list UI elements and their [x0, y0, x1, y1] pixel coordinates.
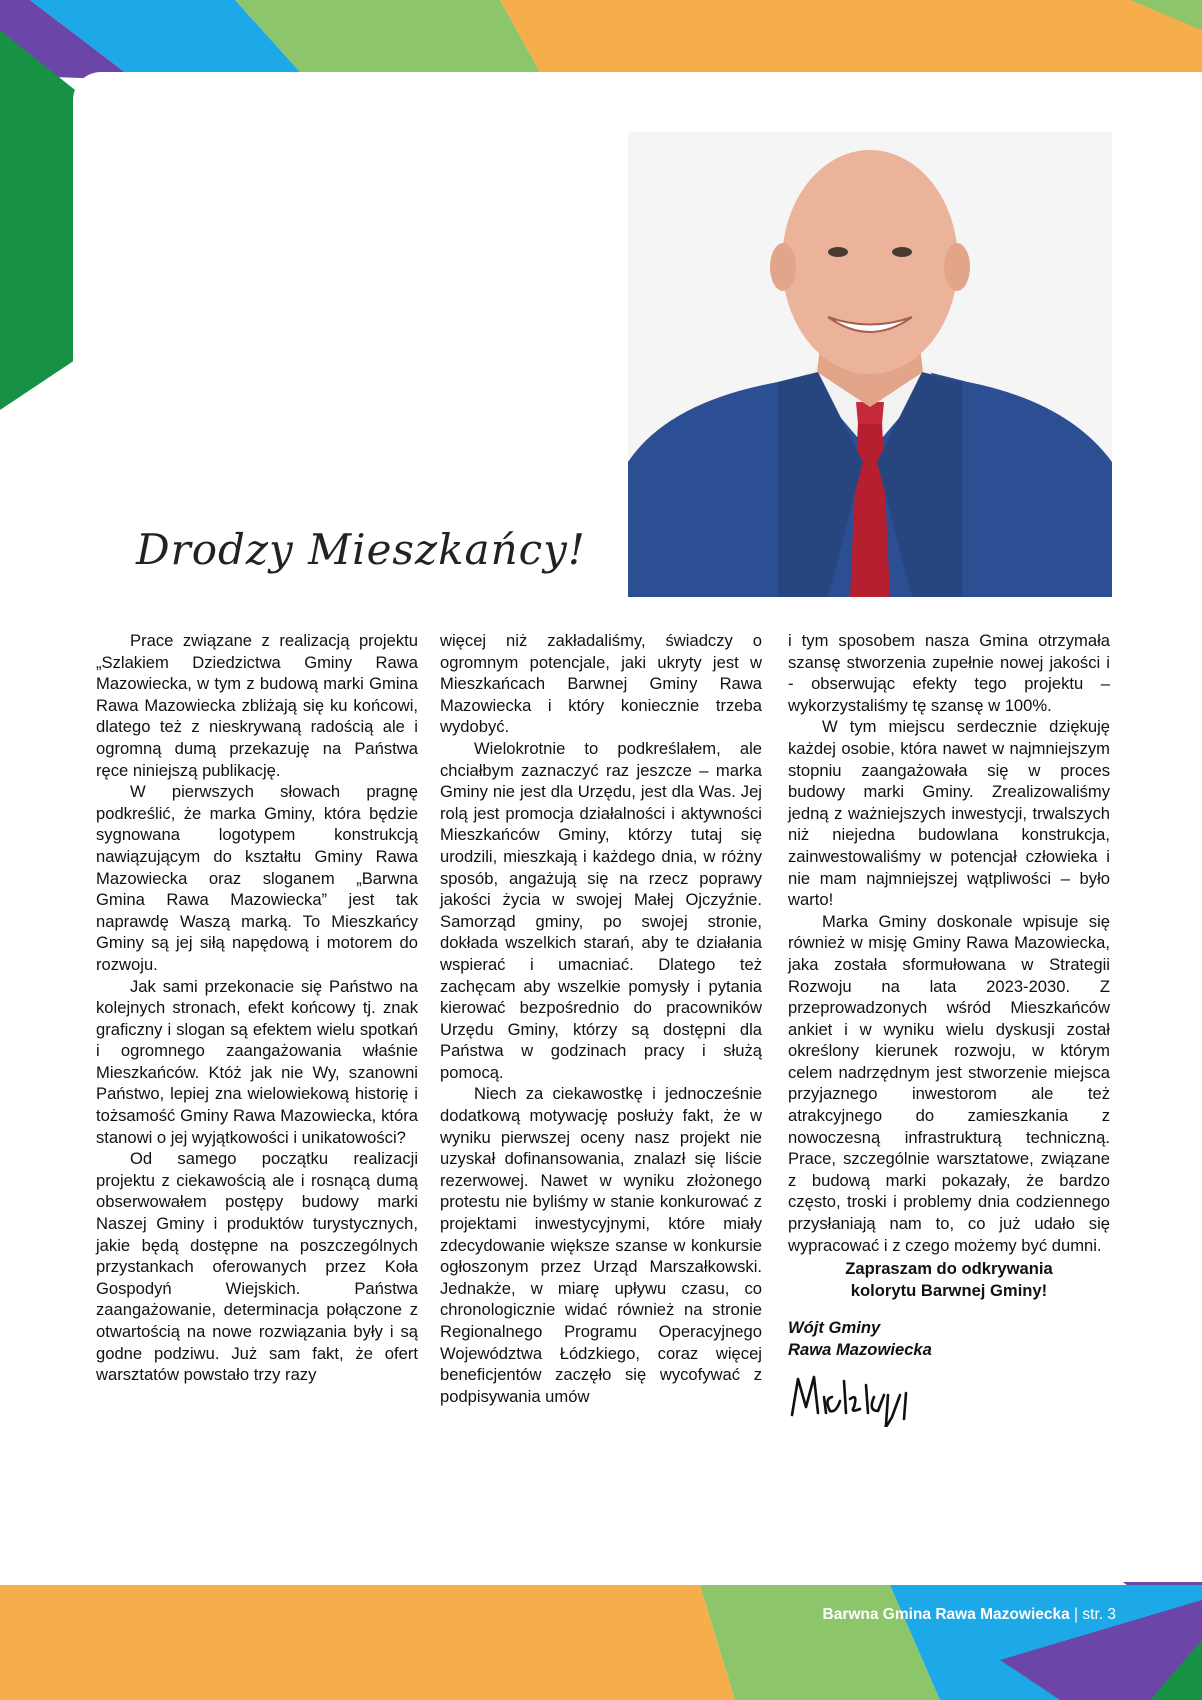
- paragraph: Wielokrotnie to podkreślałem, ale chciałbym zaznaczyć raz jeszcze – marka Gminy nie jest dla Urzędu, jest dla Was. Jej rolą jest promocja działalności i aktywności Mieszkańców Gminy, którzy tutaj się urodzili, mieszkają i każdego dnia, w różny sposób, angażują się na rzecz poprawy jakości życia w swojej Małej Ojczyźnie. Samorząd gminy, po swojej stronie, dokłada wszelkich starań, aby te działania wspierać i umacniać. Dlatego też zachęcam aby wszelkie pomysły i pytania kierować bezpośrednio do pracowników Urzędu Gminy, którzy są dostępni dla Państwa w godzinach pracy i służą pomocą.: [440, 738, 762, 1082]
- signoff-line-1: Wójt Gminy: [788, 1318, 881, 1338]
- paragraph: Prace związane z realizacją projektu „Szlakiem Dziedzictwa Gminy Rawa Mazowiecka, w tym z budową marki Gmina Rawa Mazowiecka zbliżają się ku końcowi, dlatego też z nieskrywaną radością ale i ogromną dumą przekazuję na Państwa ręce niniejszą publikację.: [96, 631, 418, 780]
- signoff: [788, 1317, 1110, 1360]
- footer-brand: Barwna Gmina Rawa Mazowiecka: [822, 1606, 1070, 1623]
- closing-invitation: [788, 1258, 1110, 1301]
- paragraph: W tym miejscu serdecznie dziękuję każdej osobie, która nawet w najmniejszym stopniu zaangażowała się w proces budowy marki Gminy. Zrealizowaliśmy jedną z ważniejszych inwestycji, trwalszych niż niejedna budowlana konstrukcja, zainwestowaliśmy w potencjał człowieka i nie mam najmniejszej wątpliwości – było warto!: [788, 717, 1110, 910]
- paragraph: Niech za ciekawostkę i jednocześnie dodatkową motywację posłuży fakt, że w wyniku pierwszej oceny nasz projekt nie uzyskał dofinansowania, znalazł się liście rezerwowej. Nawet w wyniku złożonego protestu nie byliśmy w stanie konkurować z projektami inwestycyjnymi, które miały zdecydowanie większe szanse w konkursie ogłoszonym przez Urząd Marszałkowski. Jednakże, w miarę upływu czasu, co chronologicznie widać również na stronie Regionalnego Programu Operacyjnego Województwa Łódzkiego, coraz więcej beneficjentów zaczęło się wycofywać z podpisywania umów: [440, 1084, 762, 1406]
- text-column-1: [96, 630, 418, 1386]
- handwritten-signature: [788, 1367, 958, 1427]
- closing-line-2: kolorytu Barwnej Gminy!: [850, 1280, 1048, 1300]
- page-footer: [823, 1606, 1117, 1624]
- signoff-line-2: Rawa Mazowiecka: [788, 1340, 932, 1359]
- paragraph: W pierwszych słowach pragnę podkreślić, że marka Gminy, która będzie sygnowana logotypem konstrukcją nawiązującym do kształtu Gminy Rawa Mazowiecka oraz sloganem „Barwna Gmina Rawa Mazowiecka” jest tak naprawdę Waszą marką. To Mieszkańcy Gminy są jej siłą napędową i motorem do rozwoju.: [96, 782, 418, 974]
- paragraph: Od samego początku realizacji projektu z ciekawością ale i rosnącą dumą obserwowałem postępy budowy marki Naszej Gminy i produktów turystycznych, jakie będą dostępne na poszczególnych przystankach oferowanych przez Koła Gospodyń Wiejskich. Państwa zaangażowanie, determinacja połączone z otwartością na nowe rozwiązania były i są godne podziwu. Już sam fakt, że ofert warsztatów powstało trzy razy: [96, 1149, 418, 1385]
- paragraph: i tym sposobem nasza Gmina otrzymała szansę stworzenia zupełnie nowej jakości i - obserwując efekty tego projektu – wykorzystaliśmy tę szansę w 100%.: [788, 631, 1110, 715]
- paragraph: Marka Gminy doskonale wpisuje się również w misję Gminy Rawa Mazowiecka, jaka została sformułowana w Strategii Rozwoju na lata 2023-2030. Z przeprowadzonych wśród Mieszkańców ankiet i w wyniku wielu dyskusji został określony kierunek rozwoju, w którym celem nadrzędnym jest stworzenie miejsca przyjaznego inwestorom ale też atrakcyjnego do zamieszkania z nowoczesną infrastrukturą techniczną. Prace, szczególnie warsztatowe, związane z budową marki pokazały, że bardzo często, troski i problemy dnia codziennego przysłaniają nam to, co już udało się wypracować i z czego możemy być dumni.: [788, 911, 1110, 1255]
- closing-line-1: Zapraszam do odkrywania: [845, 1259, 1053, 1279]
- text-column-3: [788, 630, 1110, 1427]
- text-column-2: [440, 630, 762, 1407]
- paragraph: więcej niż zakładaliśmy, świadczy o ogromnym potencjale, jaki ukryty jest w Mieszkańcach Barwnej Gminy Rawa Mazowiecka i który koniecznie trzeba wydobyć.: [440, 631, 762, 737]
- portrait-photo: [628, 132, 1112, 597]
- footer-separator: |: [1074, 1606, 1079, 1623]
- page-number: str. 3: [1082, 1606, 1116, 1623]
- paragraph: Jak sami przekonacie się Państwo na kolejnych stronach, efekt końcowy tj. znak graficzny i slogan są efektem wielu spotkań i ogromnego zaangażowania właśnie Mieszkańców. Któż jak nie Wy, szanowni Państwo, lepiej zna wielowiekową historię i tożsamość Gminy Rawa Mazowiecka, która stanowi o jej wyjątkowości i unikatowości?: [96, 976, 418, 1147]
- greeting-heading: Drodzy Mieszkańcy!: [136, 525, 586, 574]
